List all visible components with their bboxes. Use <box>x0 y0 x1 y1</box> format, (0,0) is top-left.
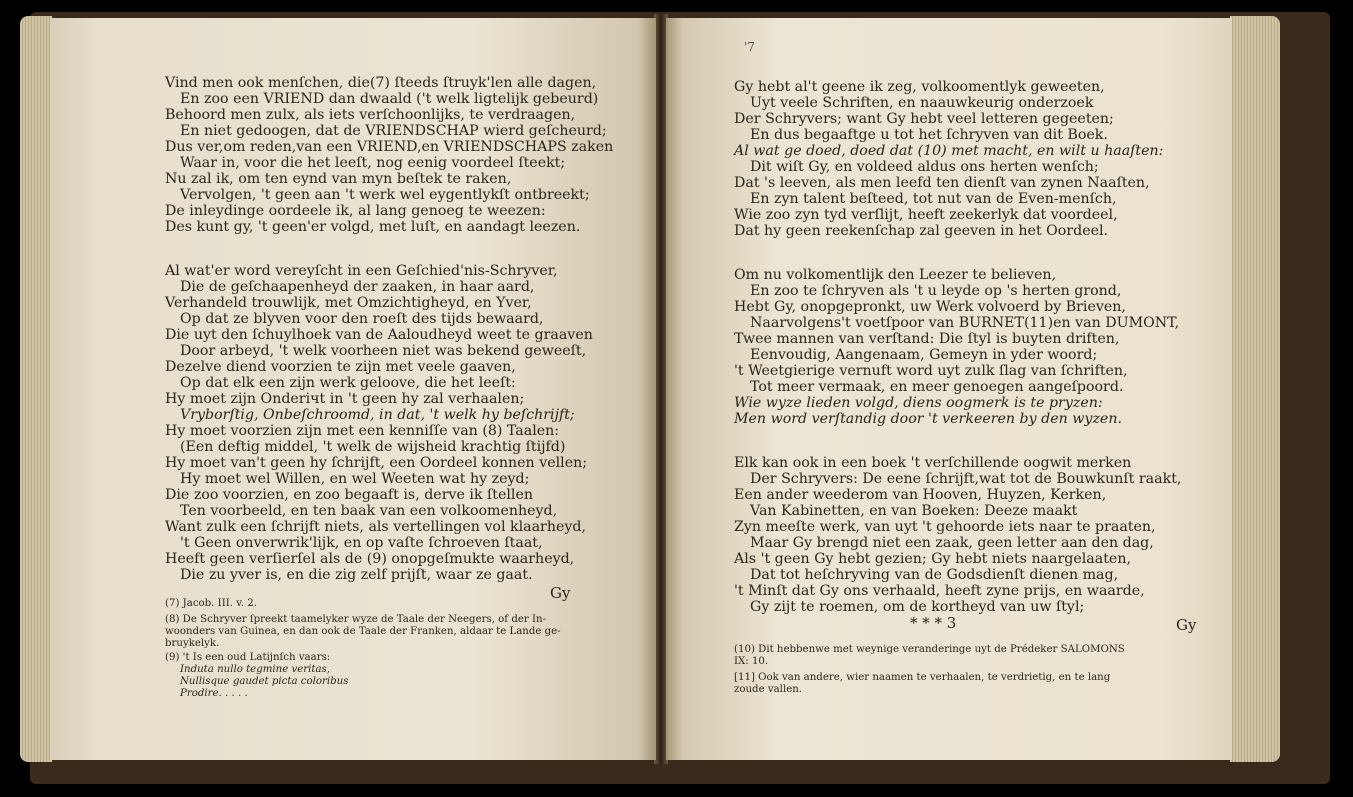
footnote-line: [11] Ook van andere, wier naamen te verhaalen, te verdrietig, en te lang <box>734 672 1111 683</box>
text-line: En zoo een VRIEND dan dwaald ('t welk ligtelijk gebeurd) <box>180 91 599 107</box>
text-line: Hy moet van't geen hy ſchrijft, een Oordeel konnen vellen; <box>165 455 588 471</box>
text-line: Van Kabinetten, en van Boeken: Deeze maakt <box>750 503 1078 519</box>
text-line: 't Weetgierige vernuft word uyt zulk ſlag van ſchriften, <box>734 363 1128 379</box>
text-line: Tot meer vermaak, en meer genoegen aangeſpoord. <box>750 379 1124 395</box>
footnote-line: (10) Dit hebbenwe met weynige veranderinge uyt de Prédeker SALOMONS <box>734 644 1125 655</box>
footnote-line: (7) Jacob. III. v. 2. <box>165 598 257 609</box>
footnote-line: IX: 10. <box>734 656 769 667</box>
text-line: En dus begaaftge u tot het ſchryven van dit Boek. <box>750 127 1108 143</box>
text-line: Hy moet wel Willen, en wel Weeten wat hy zeyd; <box>180 471 530 487</box>
text-line: En zoo te ſchryven als 't u leyde op 's herten grond, <box>750 283 1122 299</box>
text-line: (Een deftig middel, 't welk de wijsheid krachtig ſtijfd) <box>180 439 566 455</box>
text-line: Die zu yver is, en die zig zelf prijſt, waar ze gaat. <box>180 567 533 583</box>
text-line: Waar in, voor die het leeſt, nog eenig voordeel ſteekt; <box>180 155 566 171</box>
catchword: Gy <box>550 584 571 602</box>
left-page-edges <box>20 16 52 762</box>
text-line: Wie zoo zyn tyd verſlijt, heeft zeekerlyk dat voordeel, <box>734 207 1118 223</box>
text-line: Der Schryvers; want Gy hebt veel letteren gegeeten; <box>734 111 1114 127</box>
text-line: Die zoo voorzien, en zoo begaaft is, derve ik ſtellen <box>165 487 534 503</box>
right-page <box>666 18 1232 760</box>
footnote-line: (9) 't Is een oud Latijnſch vaars: <box>165 652 331 663</box>
text-line: Vind men ook menſchen, die(7) ſteeds ſtruyk'len alle dagen, <box>165 75 597 91</box>
text-line: Want zulk een ſchrijft niets, als vertellingen vol klaarheyd, <box>165 519 586 535</box>
text-line: Dat 's leeven, als men leefd ten dienſt van zynen Naaſten, <box>734 175 1150 191</box>
text-line: Op dat elk een zijn werk geloove, die het leeſt: <box>180 375 516 391</box>
right-page-edges <box>1230 16 1280 762</box>
text-line: Ten voorbeeld, en ten baak van een volkoomenheyd, <box>180 503 558 519</box>
text-line: Gy zijt te roemen, om de kortheyd van uw ſtyl; <box>750 599 1085 615</box>
text-line: Men word verſtandig door 't verkeeren by den wyzen. <box>734 411 1122 427</box>
text-line: Vryborſtig, Onbeſchroomd, in dat, 't welk hy beſchrijft; <box>180 407 575 423</box>
footnote-line: zoude vallen. <box>734 684 803 695</box>
text-line: Dat hy geen reekenſchap zal geeven in het Oordeel. <box>734 223 1109 239</box>
text-line: Gy hebt al't geene ik zeg, volkoomentlyk geweeten, <box>734 79 1105 95</box>
text-line: Dit wiſt Gy, en voldeed aldus ons herten wenſch; <box>750 159 1099 175</box>
text-line: Elk kan ook in een boek 't verſchillende oogwit merken <box>734 455 1132 471</box>
text-line: Hebt Gy, onopgepronkt, uw Werk volvoerd by Brieven, <box>734 299 1126 315</box>
text-line: Uyt veele Schriften, en naauwkeurig onderzoek <box>750 95 1094 111</box>
text-line: Naarvolgens't voetſpoor van BURNET(11)en van DUMONT, <box>750 315 1180 331</box>
footnote-line: (8) De Schryver ſpreekt taamelyker wyze de Taale der Neegers, of der In- <box>165 614 547 625</box>
text-line: Door arbeyd, 't welk voorheen niet was bekend geweeſt, <box>180 343 587 359</box>
footnote-line: Prodire. . . . . <box>180 688 248 699</box>
text-line: Als 't geen Gy hebt gezien; Gy hebt niets naargelaaten, <box>734 551 1131 567</box>
text-line: 't Minſt dat Gy ons verhaald, heeft zyne prijs, en waarde, <box>734 583 1145 599</box>
text-line: Vervolgen, 't geen aan 't werk wel eygentlykſt ontbreekt; <box>180 187 590 203</box>
footnote-line: Nullisque gaudet picta coloribus <box>180 676 349 687</box>
text-line: Heeft geen verſierſel als de (9) onopgeſmukte waarheyd, <box>165 551 575 567</box>
text-line: 't Geen onverwrik'lijk, en op vaſte ſchroeven ſtaat, <box>180 535 543 551</box>
text-line: De inleydinge oordeele ik, al lang genoeg te weezen: <box>165 203 546 219</box>
footnote-line: Induta nullo tegmine veritas, <box>180 664 331 675</box>
text-line: Dat tot heſchryving van de Godsdienſt dienen mag, <box>750 567 1119 583</box>
text-line: Hy moet voorzien zijn met een kenniſſe van (8) Taalen: <box>165 423 560 439</box>
text-line: Nu zal ik, om ten eynd van myn beſtek te raken, <box>165 171 512 187</box>
text-line: Twee mannen van verſtand: Die ſtyl is buyten driften, <box>734 331 1120 347</box>
text-line: Zyn meeſte werk, van uyt 't gehoorde iets naar te praaten, <box>734 519 1156 535</box>
text-line: Der Schryvers: De eene ſchrijft,wat tot de Bouwkunſt raakt, <box>750 471 1182 487</box>
text-line: Die uyt den ſchuylhoek van de Aaloudheyd weet te graaven <box>165 327 593 343</box>
catchword: Gy <box>1176 616 1197 634</box>
text-line: Eenvoudig, Aangenaam, Gemeyn in yder woord; <box>750 347 1098 363</box>
text-line: En niet gedoogen, dat de VRIENDSCHAP wierd geſcheurd; <box>180 123 607 139</box>
text-line: Die de geſchaapenheyd der zaaken, in haar aard, <box>180 279 535 295</box>
footnote-line: bruykelyk. <box>165 638 220 649</box>
text-line: Hy moet zijn Onderiчt in 't geen hy zal verhaalen; <box>165 391 525 407</box>
text-line: Wie wyze lieden volgd, diens oogmerk is te pryzen: <box>734 395 1103 411</box>
text-line: Verhandeld trouwlijk, met Omzichtigheyd, en Yver, <box>165 295 532 311</box>
text-line: Maar Gy brengd niet een zaak, geen letter aan den dag, <box>750 535 1154 551</box>
text-line: Behoord men zulx, als iets verſchoonlijks, te verdraagen, <box>165 107 576 123</box>
text-line: Dezelve diend voorzien te zijn met veele gaaven, <box>165 359 516 375</box>
footnote-line: woonders van Guinea, en dan ook de Taale der Franken, aldaar te Lande ge- <box>165 626 561 637</box>
left-page <box>50 18 656 760</box>
page-mark: '7 <box>744 40 755 54</box>
text-line: Een ander weederom van Hooven, Huyzen, Kerken, <box>734 487 1107 503</box>
text-line: Al wat ge doed, doed dat (10) met macht, en wilt u haaſten: <box>734 143 1164 159</box>
text-line: Dus ver,om reden,van een VRIEND,en VRIENDSCHAPS zaken <box>165 139 614 155</box>
signature-mark: * * * 3 <box>910 614 957 632</box>
text-line: En zyn talent beſteed, tot nut van de Even-menſch, <box>750 191 1117 207</box>
text-line: Des kunt gy, 't geen'er volgd, met luſt, en aandagt leezen. <box>165 219 581 235</box>
text-line: Al wat'er word vereyſcht in een Geſchied'nis-Schryver, <box>165 263 558 279</box>
text-line: Op dat ze blyven voor den roeſt des tijds bewaard, <box>180 311 544 327</box>
text-line: Om nu volkomentlijk den Leezer te believen, <box>734 267 1056 283</box>
